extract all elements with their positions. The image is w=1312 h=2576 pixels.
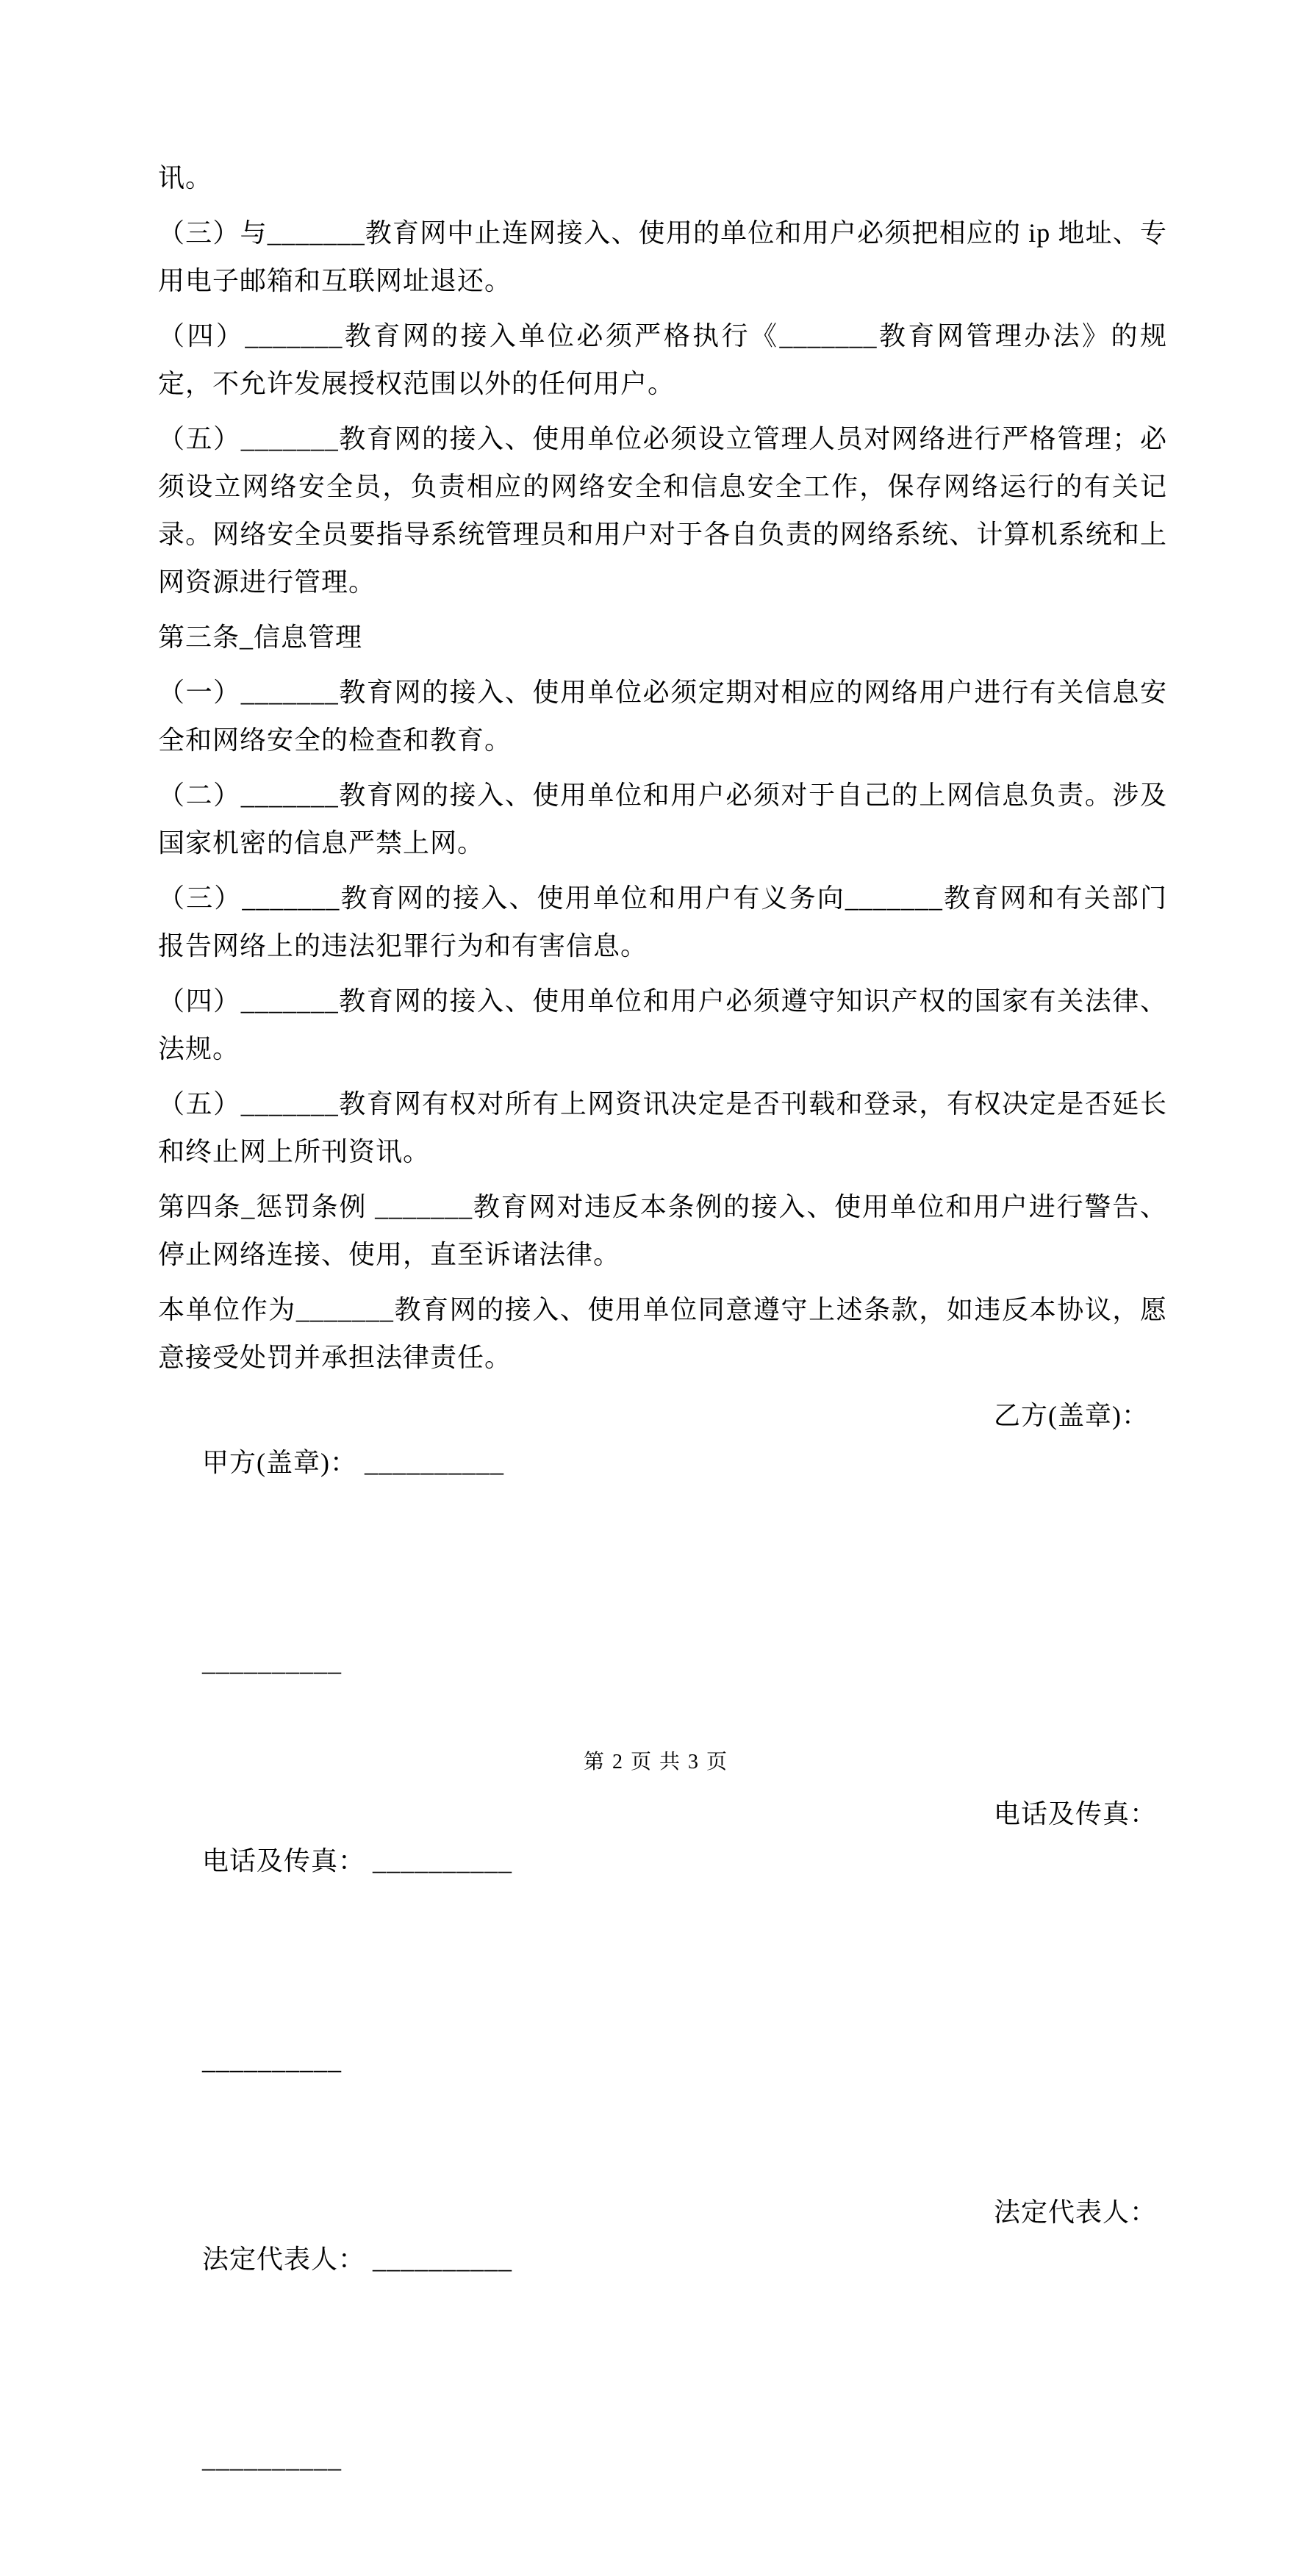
signature-row-legal-rep bbox=[158, 2189, 1167, 2377]
page-number-footer: 第 2 页 共 3 页 bbox=[583, 1751, 728, 1773]
party-b-legal-rep-label: 法定代表人： bbox=[994, 2198, 1158, 2227]
clause-3-5: （五）_______教育网有权对所有上网资讯决定是否刊载和登录，有权决定是否延长和终止网上所刊资讯。 bbox=[158, 1089, 1167, 1166]
paragraph-continuation: 讯。 bbox=[158, 163, 213, 193]
document-body bbox=[158, 154, 1167, 1382]
party-b-seal-label: 乙方(盖章)： bbox=[994, 1401, 1149, 1430]
clause-2-5: （五）_______教育网的接入、使用单位必须设立管理人员对网络进行严格管理；必须设立网络安全员，负责相应的网络安全和信息安全工作，保存网络运行的有关记录。网络安全员要指导系统管理员和用户对于各自负责的网络系统、计算机系统和上网资源进行管理。 bbox=[158, 424, 1167, 597]
signature-row-blank bbox=[158, 1990, 1167, 2178]
agreement-statement: 本单位作为_______教育网的接入、使用单位同意遵守上述条款，如违反本协议，愿意接受处罚并承担法律责任。 bbox=[158, 1295, 1167, 1372]
blank-line: __________ bbox=[202, 1647, 342, 1676]
clause-3-2: （二）_______教育网的接入、使用单位和用户必须对于自己的上网信息负责。涉及国家机密的信息严禁上网。 bbox=[158, 781, 1167, 858]
signature-row-seal bbox=[158, 1392, 1167, 1580]
signature-block bbox=[158, 1392, 1167, 2576]
clause-3-4: （四）_______教育网的接入、使用单位和用户必须遵守知识产权的国家有关法律、法规。 bbox=[158, 986, 1167, 1063]
clause-2-4: （四）_______教育网的接入单位必须严格执行《_______教育网管理办法》的规定，不允许发展授权范围以外的任何用户。 bbox=[158, 321, 1167, 398]
signature-row-blank bbox=[158, 2388, 1167, 2576]
section-article-4: 第四条_惩罚条例 _______教育网对违反本条例的接入、使用单位和用户进行警告、停止网络连接、使用，直至诉诸法律。 bbox=[158, 1192, 1167, 1269]
section-heading-article-3: 第三条_信息管理 bbox=[158, 623, 363, 652]
blank-line: __________ bbox=[202, 2444, 342, 2473]
clause-3-3: （三）_______教育网的接入、使用单位和用户有义务向_______教育网和有关部门报告网络上的违法犯罪行为和有害信息。 bbox=[158, 883, 1167, 961]
party-a-phone-fax-label: 电话及传真： __________ bbox=[202, 1846, 513, 1876]
signature-row-phone-fax bbox=[158, 1790, 1167, 1978]
party-b-phone-fax-label: 电话及传真： bbox=[994, 1799, 1158, 1829]
clause-3-1: （一）_______教育网的接入、使用单位必须定期对相应的网络用户进行有关信息安全和网络安全的检查和教育。 bbox=[158, 678, 1167, 755]
party-a-seal-label: 甲方(盖章)： __________ bbox=[202, 1448, 504, 1477]
party-a-legal-rep-label: 法定代表人： __________ bbox=[202, 2245, 513, 2274]
blank-line: __________ bbox=[202, 2045, 342, 2075]
clause-2-3: （三）与_______教育网中止连网接入、使用的单位和用户必须把相应的 ip 地址、专用电子邮箱和互联网址退还。 bbox=[158, 218, 1167, 295]
